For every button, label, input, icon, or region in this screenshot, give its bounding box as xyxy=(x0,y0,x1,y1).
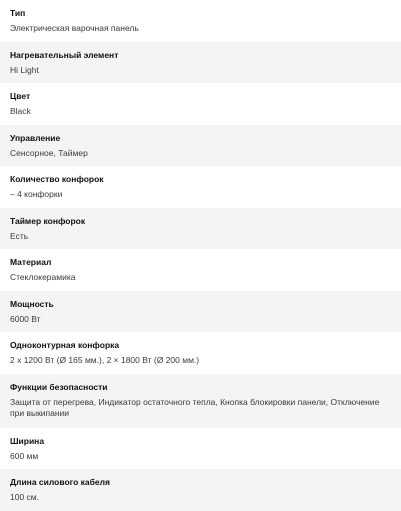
spec-row-width xyxy=(0,428,401,470)
spec-row-material xyxy=(0,249,401,291)
spec-label: Тип xyxy=(10,8,26,18)
spec-label: Таймер конфорок xyxy=(10,215,86,226)
spec-row-burner-count xyxy=(0,166,401,208)
spec-value: 2 x 1200 Вт (Ø 165 мм.), 2 × 1800 Вт (Ø 200 мм.) xyxy=(10,355,200,365)
spec-label: Ширина xyxy=(10,435,45,446)
spec-label: Количество конфорок xyxy=(10,174,104,184)
spec-value: – 4 конфорки xyxy=(10,189,63,199)
spec-value: 6000 Вт xyxy=(10,313,41,324)
spec-row-control xyxy=(0,125,401,167)
spec-value: Hi Light xyxy=(10,64,39,75)
spec-value: Электрическая варочная панель xyxy=(10,23,139,33)
spec-label: Цвет xyxy=(10,91,31,101)
spec-value: Есть xyxy=(10,230,29,241)
spec-value: Стеклокерамика xyxy=(10,272,76,282)
spec-label: Функции безопасности xyxy=(10,381,108,392)
spec-label: Материал xyxy=(10,257,52,267)
spec-value: 600 мм xyxy=(10,450,39,461)
spec-row-type xyxy=(0,0,401,42)
spec-value: Сенсорное, Таймер xyxy=(10,147,88,158)
spec-label: Мощность xyxy=(10,298,54,309)
spec-value: Защита от перегрева, Индикатор остаточного тепла, Кнопка блокировки панели, Отключение при выкипании xyxy=(10,396,380,418)
spec-row-safety-functions xyxy=(0,374,401,428)
spec-row-single-circuit-burner xyxy=(0,332,401,374)
spec-value: Black xyxy=(10,106,31,116)
spec-row-power xyxy=(0,291,401,333)
spec-label: Нагревательный элемент xyxy=(10,49,119,60)
spec-label: Одноконтурная конфорка xyxy=(10,340,120,350)
spec-row-burner-timer xyxy=(0,208,401,250)
spec-value: 100 см. xyxy=(10,492,39,502)
spec-label: Управление xyxy=(10,132,61,143)
spec-row-power-cable-length xyxy=(0,469,401,511)
spec-label: Длина силового кабеля xyxy=(10,477,110,487)
spec-row-color xyxy=(0,83,401,125)
spec-row-heating-element xyxy=(0,42,401,84)
